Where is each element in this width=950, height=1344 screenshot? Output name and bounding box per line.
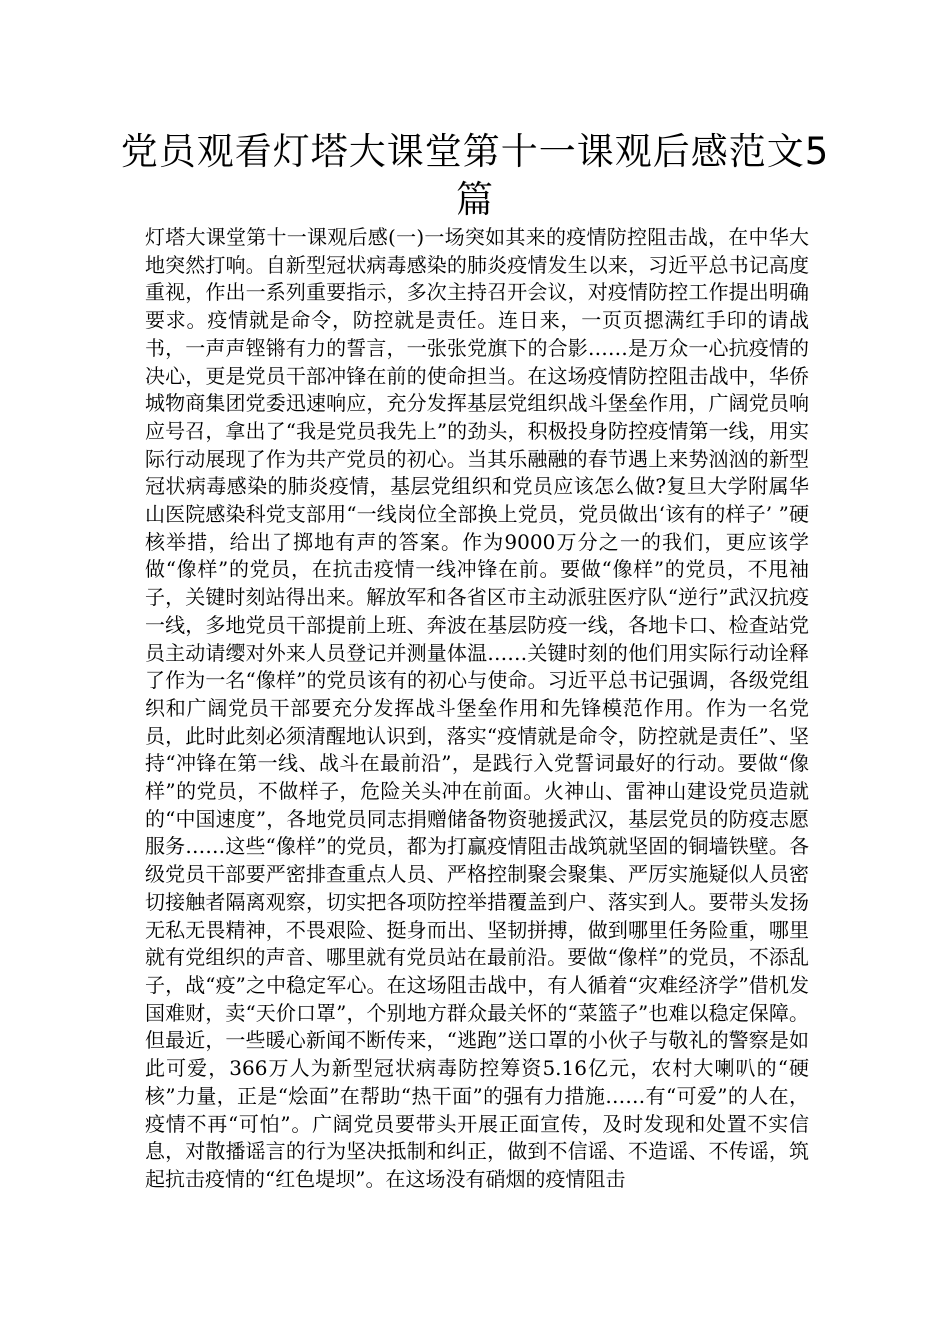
document-body: 灯塔大课堂第十一课观后感(一)一场突如其来的疫情防控阻击战，在中华大地突然打响。自新型冠状病毒感染的肺炎疫情发生以来，习近平总书记高度重视，作出一系列重要指示，多次主持召开会议，对疫情防控工作提出明确要求。疫情就是命令，防控就是责任。连日来，一页页摁满红手印的请战书，一声声铿锵有力的誓言，一张张党旗下的合影……是万众一心抗疫情的决心，更是党员干部冲锋在前的使命担当。在这场疫情防控阻击战中，华侨城物商集团党委迅速响应，充分发挥基层党组织战斗堡垒作用，广阔党员响应号召，拿出了“我是党员我先上”的劲头，积极投身防控疫情第一线，用实际行动展现了作为共产党员的初心。当其乐融融的春节遇上来势汹汹的新型冠状病毒感染的肺炎疫情，基层党组织和党员应该怎么做?复旦大学附属华山医院感染科党支部用“一线岗位全部换上党员，党员做出‘该有的样子’ ”硬核举措，给出了掷地有声的答案。作为9000万分之一的我们，更应该学做“像样”的党员，在抗击疫情一线冲锋在前。要做“像样”的党员，不甩袖子，关键时刻站得出来。解放军和各省区市主动派驻医疗队“逆行”武汉抗疫一线，多地党员干部提前上班、奔波在基层防疫一线，各地卡口、检查站党员主动请缨对外来人员登记并测量体温……关键时刻的他们用实际行动诠释了作为一名“像样”的党员该有的初心与使命。习近平总书记强调，各级党组织和广阔党员干部要充分发挥战斗堡垒作用和先锋模范作用。作为一名党员，此时此刻必须清醒地认识到，落实“疫情就是命令，防控就是责任”、坚持“冲锋在第一线、战斗在最前沿”，是践行入党誓词最好的行动。要做“像样”的党员，不做样子，危险关头冲在前面。火神山、雷神山建设党员造就的“中国速度”，各地党员同志捐赠储备物资驰援武汉，基层党员的防疫志愿服务……这些“像样”的党员，都为打赢疫情阻击战筑就坚固的铜墙铁壁。各级党员干部要严密排查重点人员、严格控制聚会聚集、严厉实施疑似人员密切接触者隔离观察，切实把各项防控举措覆盖到户、落实到人。要带头发扬无私无畏精神，不畏艰险、挺身而出、坚韧拼搏，做到哪里任务险重，哪里就有党组织的声音、哪里就有党员站在最前沿。要做“像样”的党员，不添乱子，战“疫”之中稳定军心。在这场阻击战中，有人循着“灾难经济学”借机发国难财，卖“天价口罩”，个别地方群众最关怀的“菜篮子”也难以稳定保障。但最近，一些暖心新闻不断传来，“逃跑”送口罩的小伙子与敬礼的警察是如此可爱，366万人为新型冠状病毒防控筹资5.16亿元，农村大喇叭的“硬核”力量，正是“烩面”在帮助“热干面”的强有力措施……有“可爱”的人在，疫情不再“可怕”。广阔党员要带头开展正面宣传，及时发现和处置不实信息，对散播谣言的行为坚决抵制和纠正，做到不信谣、不造谣、不传谣，筑起抗击疫情的“红色堤坝”。在这场没有硝烟的疫情阻击 — [145, 225, 809, 1191]
document-title: 党员观看灯塔大课堂第十一课观后感范文5篇 — [120, 130, 830, 221]
